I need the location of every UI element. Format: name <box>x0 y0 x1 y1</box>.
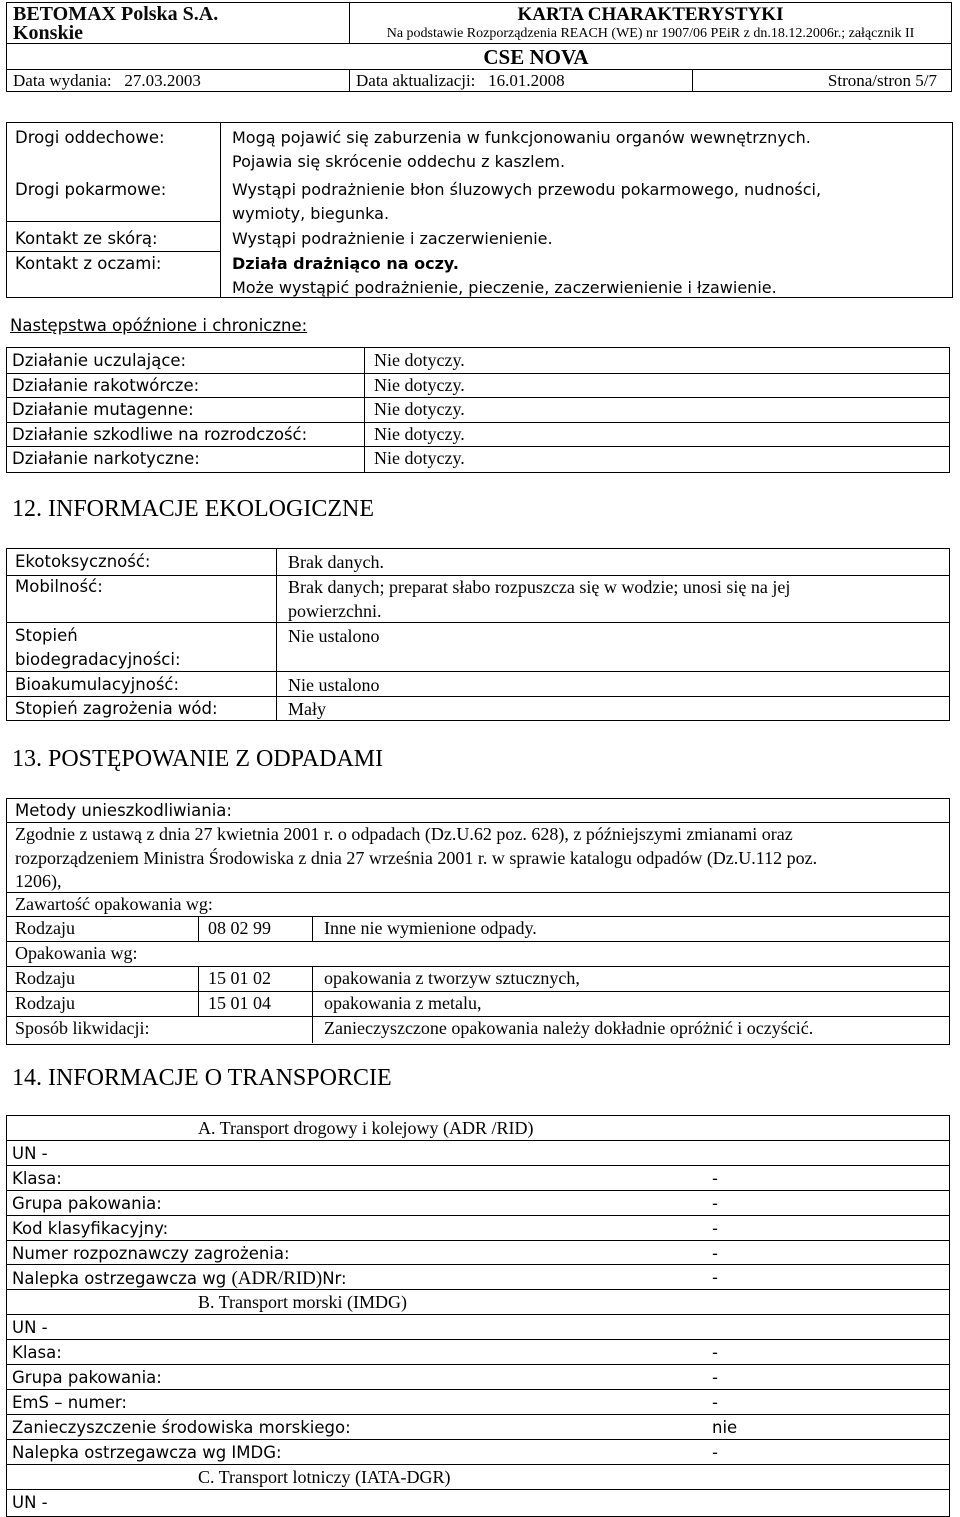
packaging-kind-2: Rodzaju <box>15 993 75 1013</box>
chronic-rule <box>6 422 949 423</box>
sea-label: Grupa pakowania: <box>12 1368 162 1387</box>
exposure-eyes-line2: Może wystąpić podrażnienie, pieczenie, zaczerwienienie i łzawienie. <box>232 278 777 297</box>
methods-line1: Zgodnie z ustawą z dnia 27 kwietnia 2001 r. o odpadach (Dz.U.62 poz. 628), z późniejszymi zmianami oraz <box>15 824 793 844</box>
disposal-value: Zanieczyszczone opakowania należy dokładnie opróżnić i oczyścić. <box>324 1018 814 1038</box>
waste-rule-4 <box>6 941 949 942</box>
chronic-value: Nie dotyczy. <box>374 374 465 395</box>
update-label: Data aktualizacji: <box>356 70 476 90</box>
chronic-rule <box>6 397 949 398</box>
issue-label: Data wydania: <box>13 70 112 90</box>
road-label-part: (ADR/RID) <box>231 1268 323 1290</box>
chronic-value: Nie dotyczy. <box>374 350 465 370</box>
road-value: - <box>712 1268 718 1288</box>
sea-label: Zanieczyszczenie środowiska morskiego: <box>12 1417 351 1437</box>
eco-label-water-hazard: Stopień zagrożenia wód: <box>15 699 218 718</box>
sea-label: Nalepka ostrzegawcza wg IMDG: <box>12 1442 282 1462</box>
update-date-cell <box>350 70 693 92</box>
road-value: - <box>712 1168 718 1188</box>
sea-label: Klasa: <box>12 1343 62 1363</box>
chronic-rule <box>6 446 949 447</box>
waste-vrule-4 <box>312 966 313 1043</box>
eco-rule-1 <box>6 575 949 576</box>
road-label: Klasa: <box>12 1168 62 1188</box>
product-name: CSE NOVA <box>7 44 952 70</box>
packaging-code-1: 15 01 02 <box>208 968 271 988</box>
road-label: Kod klasyfikacyjny: <box>12 1218 169 1238</box>
exposure-digestive-line2: wymioty, biegunka. <box>232 204 390 223</box>
exposure-label-digestive: Drogi pokarmowe: <box>15 180 167 199</box>
section-12-heading: 12. INFORMACJE EKOLOGICZNE <box>12 496 374 522</box>
chronic-label: Działanie narkotyczne: <box>12 449 200 468</box>
exposure-rule-1 <box>6 221 221 222</box>
disposal-label: Sposób likwidacji: <box>15 1018 150 1038</box>
transport-rule <box>6 1489 949 1490</box>
chronic-divider <box>364 347 365 472</box>
eco-rule-2 <box>6 622 949 623</box>
contents-kind: Rodzaju <box>15 918 75 938</box>
eco-value-mobility-line2: powierzchni. <box>288 601 382 621</box>
packaging-label: Opakowania wg: <box>15 943 138 963</box>
eco-value-ecotoxicity: Brak danych. <box>288 552 384 572</box>
eco-rule-3 <box>6 671 949 672</box>
sea-transport-title: B. Transport morski (IMDG) <box>198 1292 408 1313</box>
update-date: 16.01.2008 <box>488 70 565 90</box>
eco-value-water-hazard: Mały <box>288 699 326 719</box>
exposure-label-respiratory: Drogi oddechowe: <box>15 128 165 147</box>
waste-vrule-1 <box>198 916 199 942</box>
chronic-rule <box>6 373 949 374</box>
contents-desc: Inne nie wymienione odpady. <box>324 918 537 938</box>
waste-rule-7 <box>6 1016 949 1017</box>
eco-label-biodegradation-line2: biodegradacyjności: <box>15 650 181 669</box>
sea-label: UN - <box>12 1318 48 1338</box>
exposure-skin-line1: Wystąpi podrażnienie i zaczerwienienie. <box>232 229 553 248</box>
eco-label-biodegradation: Stopień <box>15 626 78 645</box>
air-transport-title: C. Transport lotniczy (IATA-DGR) <box>198 1466 451 1487</box>
exposure-rule-2 <box>6 251 221 252</box>
packaging-code-2: 15 01 04 <box>208 993 271 1013</box>
transport-rule <box>6 1289 949 1290</box>
transport-rule <box>6 1140 949 1141</box>
company-city: Konskie <box>13 22 84 44</box>
chronic-label: Działanie mutagenne: <box>12 400 194 419</box>
methods-line3: 1206), <box>15 871 62 891</box>
waste-rule-5 <box>6 966 949 967</box>
exposure-digestive-line1: Wystąpi podrażnienie błon śluzowych przewodu pokarmowego, nudności, <box>232 180 822 199</box>
transport-rule <box>6 1314 949 1315</box>
sea-label: EmS – numer: <box>12 1392 127 1412</box>
transport-rule <box>6 1364 949 1365</box>
page-number: Strona/stron 5/7 <box>693 70 952 92</box>
exposure-label-eyes: Kontakt z oczami: <box>15 254 162 273</box>
transport-rule <box>6 1339 949 1340</box>
sea-value: - <box>712 1442 718 1462</box>
transport-rule <box>6 1389 949 1390</box>
sea-value: - <box>712 1368 718 1387</box>
chronic-value: Nie dotyczy. <box>374 399 465 419</box>
regulation-note: Na podstawie Rozporządzenia REACH (WE) nr 1907/06 PEiR z dn.18.12.2006r.; załącznik II <box>386 26 915 41</box>
chronic-label: Działanie rakotwórcze: <box>12 375 200 395</box>
eco-value-bioaccumulation: Nie ustalono <box>288 675 380 695</box>
transport-rule <box>6 1190 949 1191</box>
company-name: BETOMAX Polska S.A. <box>13 3 219 25</box>
chronic-value: Nie dotyczy. <box>374 423 465 444</box>
eco-rule-4 <box>6 696 949 697</box>
eco-label-bioaccumulation: Bioakumulacyjność: <box>15 675 180 694</box>
eco-label-mobility: Mobilność: <box>15 577 103 596</box>
packaging-kind-1: Rodzaju <box>15 968 75 988</box>
exposure-eyes-line1: Działa drażniąco na oczy. <box>232 254 459 273</box>
issue-date: 27.03.2003 <box>124 70 201 90</box>
eco-label-ecotoxicity: Ekotoksyczność: <box>15 552 151 571</box>
section-13-heading: 13. POSTĘPOWANIE Z ODPADAMI <box>12 746 384 772</box>
packaging-desc-1: opakowania z tworzyw sztucznych, <box>324 968 580 988</box>
waste-rule-6 <box>6 991 949 992</box>
exposure-respiratory-line1: Mogą pojawić się zaburzenia w funkcjonowaniu organów wewnętrznych. <box>232 128 811 147</box>
transport-rule <box>6 1165 949 1166</box>
sea-value: - <box>712 1392 718 1412</box>
air-label: UN - <box>12 1492 48 1512</box>
eco-value-biodegradation: Nie ustalono <box>288 626 380 646</box>
transport-rule <box>6 1414 949 1415</box>
transport-rule <box>6 1215 949 1216</box>
road-label: UN - <box>12 1143 48 1163</box>
road-label: Grupa pakowania: <box>12 1193 162 1213</box>
contents-label: Zawartość opakowania wg: <box>15 894 213 914</box>
exposure-respiratory-line2: Pojawia się skrócenie oddechu z kaszlem. <box>232 152 566 171</box>
chronic-value: Nie dotyczy. <box>374 448 465 468</box>
transport-rule <box>6 1240 949 1241</box>
road-label: Numer rozpoznawczy zagrożenia: <box>12 1243 290 1263</box>
waste-rule-2 <box>6 892 949 893</box>
exposure-label-skin: Kontakt ze skórą: <box>15 229 158 248</box>
exposure-divider <box>220 122 221 297</box>
chronic-label: Działanie szkodliwe na rozrodczość: <box>12 424 308 444</box>
waste-vrule-2 <box>312 916 313 942</box>
road-label-part: Nr: <box>322 1269 347 1289</box>
road-label-part: Nalepka ostrzegawcza wg <box>12 1269 227 1289</box>
waste-vrule-3 <box>198 966 199 1017</box>
transport-rule <box>6 1464 949 1465</box>
sea-value: - <box>712 1343 718 1363</box>
eco-divider <box>276 548 277 720</box>
doc-title: KARTA CHARAKTERYSTYKI <box>517 4 784 25</box>
road-value: - <box>712 1243 718 1263</box>
document-header <box>6 2 952 92</box>
road-transport-title: A. Transport drogowy i kolejowy (ADR /RID) <box>198 1118 534 1138</box>
section-14-heading: 14. INFORMACJE O TRANSPORCIE <box>12 1065 392 1091</box>
delayed-effects-heading: Następstwa opóźnione i chroniczne: <box>10 316 308 335</box>
road-label <box>12 1268 347 1290</box>
methods-label: Metody unieszkodliwiania: <box>15 801 232 820</box>
issue-date-cell <box>7 70 350 92</box>
company-cell <box>7 3 350 44</box>
contents-code: 08 02 99 <box>208 918 271 938</box>
chronic-label: Działanie uczulające: <box>12 351 187 370</box>
packaging-desc-2: opakowania z metalu, <box>324 993 482 1013</box>
eco-value-mobility: Brak danych; preparat słabo rozpuszcza się w wodzie; unosi się na jej <box>288 577 791 597</box>
waste-rule-1 <box>6 822 949 823</box>
transport-rule <box>6 1439 949 1440</box>
methods-line2: rozporządzeniem Ministra Środowiska z dnia 27 września 2001 r. w sprawie katalogu odpadów (Dz.U.112 poz. <box>15 848 818 868</box>
waste-rule-3 <box>6 916 949 917</box>
title-cell <box>350 3 952 44</box>
road-value: - <box>712 1218 718 1238</box>
sea-value: nie <box>712 1417 738 1437</box>
road-value: - <box>712 1193 718 1213</box>
transport-rule <box>6 1264 949 1265</box>
